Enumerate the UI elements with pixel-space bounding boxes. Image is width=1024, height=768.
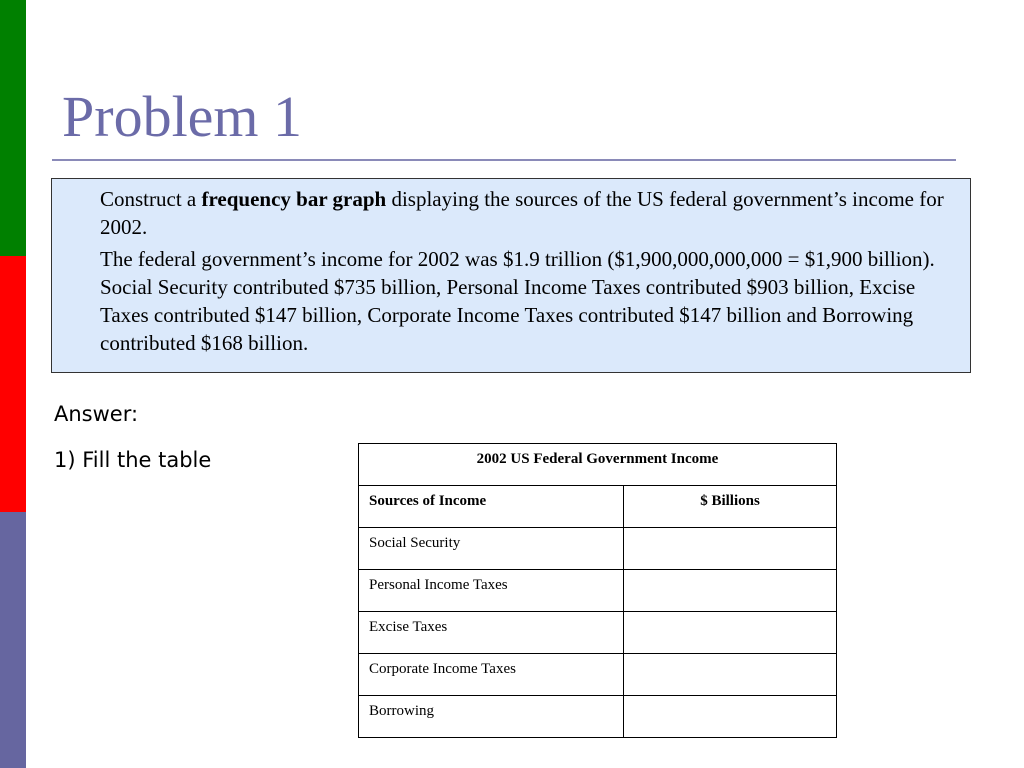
table-cell-value[interactable]	[624, 528, 837, 570]
side-bar-red	[0, 256, 26, 512]
problem-text-pre: Construct a	[100, 187, 202, 211]
slide-title: Problem 1	[62, 84, 303, 149]
income-table	[358, 443, 837, 738]
side-bar-blue	[0, 512, 26, 768]
table-cell-source: Social Security	[359, 528, 624, 570]
table-row	[359, 654, 837, 696]
table-row	[359, 528, 837, 570]
table-cell-source: Excise Taxes	[359, 612, 624, 654]
table-cell-source: Borrowing	[359, 696, 624, 738]
answer-label: Answer:	[54, 402, 139, 426]
problem-statement-box	[51, 178, 971, 373]
table-cell-value[interactable]	[624, 570, 837, 612]
table-row	[359, 570, 837, 612]
column-header-billions: $ Billions	[624, 486, 837, 528]
answer-step-1: 1) Fill the table	[54, 448, 212, 472]
table-cell-value[interactable]	[624, 612, 837, 654]
problem-text-post: displaying the sources of the US federal government’s income for 2002.	[100, 187, 944, 239]
title-divider	[52, 159, 956, 161]
table-cell-source: Personal Income Taxes	[359, 570, 624, 612]
problem-paragraph-2: The federal government’s income for 2002 was $1.9 trillion ($1,900,000,000,000 = $1,900 billion). Social Security contributed $735 billion, Personal Income Taxes contributed $903 billion, Excise Taxes contributed $147 billion, Corporate Income Taxes contributed $147 billion and Borrowing contributed $168 billion.	[100, 247, 935, 355]
table-row	[359, 612, 837, 654]
table-cell-value[interactable]	[624, 696, 837, 738]
table-row	[359, 696, 837, 738]
table-cell-source: Corporate Income Taxes	[359, 654, 624, 696]
problem-text-bold: frequency bar graph	[201, 187, 387, 211]
table-header-row	[359, 486, 837, 528]
side-bar-green	[0, 0, 26, 256]
column-header-sources: Sources of Income	[359, 486, 624, 528]
table-cell-value[interactable]	[624, 654, 837, 696]
problem-paragraph-1	[100, 185, 952, 241]
table-caption-row	[359, 444, 837, 486]
table-caption: 2002 US Federal Government Income	[359, 444, 837, 486]
